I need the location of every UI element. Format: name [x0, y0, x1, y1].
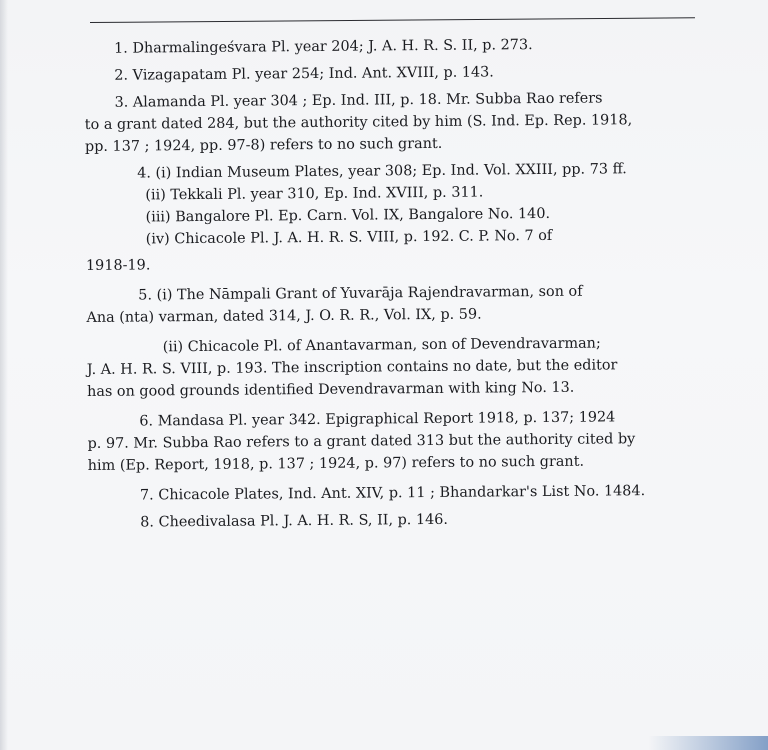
footnote-line: to a grant dated 284, but the authority cited by him (S. Ind. Ep. Rep. 1918,: [84, 112, 633, 133]
footnote-text: Chicacole Plates, Ind. Ant. XIV, p. 11 ; Bhandarkar's List No. 1484.: [158, 483, 646, 504]
footnote-line: pp. 137 ; 1924, pp. 97-8) refers to no such grant.: [84, 135, 443, 155]
footnote-line: p. 97. Mr. Subba Rao refers to a grant dated 313 but the authority cited by: [87, 431, 636, 452]
footnote-line: 1918-19.: [85, 257, 151, 274]
footnotes-block: [84, 32, 730, 534]
footnote-line: (iv) Chicacole Pl. J. A. H. R. S. VIII, p. 192. C. P. No. 7 of: [145, 227, 553, 248]
footnote-rule: [90, 17, 695, 23]
footnote-line: (ii) Chicacole Pl. of Anantavarman, son of Devendravarman;: [162, 335, 601, 356]
footnote-number: 1.: [114, 40, 128, 57]
footnote-8: [88, 506, 730, 534]
footnote-number: 8.: [140, 514, 155, 531]
footnote-line: J. A. H. R. S. VIII, p. 193. The inscription contains no date, but the editor: [86, 357, 618, 378]
footnote-text: Cheedivalasa Pl. J. A. H. R. S, II, p. 146.: [158, 511, 449, 531]
footnote-number: 7.: [139, 487, 154, 504]
footnote-line: him (Ep. Report, 1918, p. 137 ; 1924, p. 97) refers to no such grant.: [87, 453, 585, 474]
footnote-4: [85, 157, 728, 277]
footnote-number: 5.: [138, 287, 153, 304]
footnote-line: (iii) Bangalore Pl. Ep. Carn. Vol. IX, Bangalore No. 140.: [145, 205, 551, 226]
footnote-line: has on good grounds identified Devendravarman with king No. 13.: [87, 379, 575, 400]
footnote-3: [84, 86, 727, 158]
footnote-text: Alamanda Pl. year 304 ; Ep. Ind. III, p. 18. Mr. Subba Rao refers: [132, 90, 603, 111]
footnote-text: (i) Indian Museum Plates, year 308; Ep. Ind. Vol. XXIII, pp. 73 ff.: [155, 161, 627, 182]
footnote-2: [84, 59, 726, 87]
footnote-line: Ana (nta) varman, dated 314, J. O. R. R., Vol. IX, p. 59.: [86, 306, 482, 326]
footnote-1: [84, 32, 726, 60]
footnote-line: (ii) Tekkali Pl. year 310, Ep. Ind. XVIII, p. 311.: [145, 184, 484, 204]
page-edge-background: [648, 736, 768, 750]
page-shadow-edge: [0, 0, 8, 750]
footnote-text: Dharmalingeśvara Pl. year 204; J. A. H. R. S. II, p. 273.: [132, 37, 533, 57]
footnote-number: 3.: [114, 94, 129, 111]
footnote-number: 2.: [114, 67, 129, 84]
footnote-text: (i) The Nāmpali Grant of Yuvarāja Rajendravarman, son of: [156, 283, 583, 304]
footnote-number: 4.: [137, 165, 151, 182]
footnote-7: [88, 479, 730, 507]
footnote-6: [87, 405, 730, 477]
footnote-number: 6.: [139, 413, 154, 430]
footnote-5: [86, 279, 729, 403]
footnote-text: Vizagapatam Pl. year 254; Ind. Ant. XVIII, p. 143.: [132, 64, 494, 84]
footnote-text: Mandasa Pl. year 342. Epigraphical Report 1918, p. 137; 1924: [157, 409, 616, 430]
